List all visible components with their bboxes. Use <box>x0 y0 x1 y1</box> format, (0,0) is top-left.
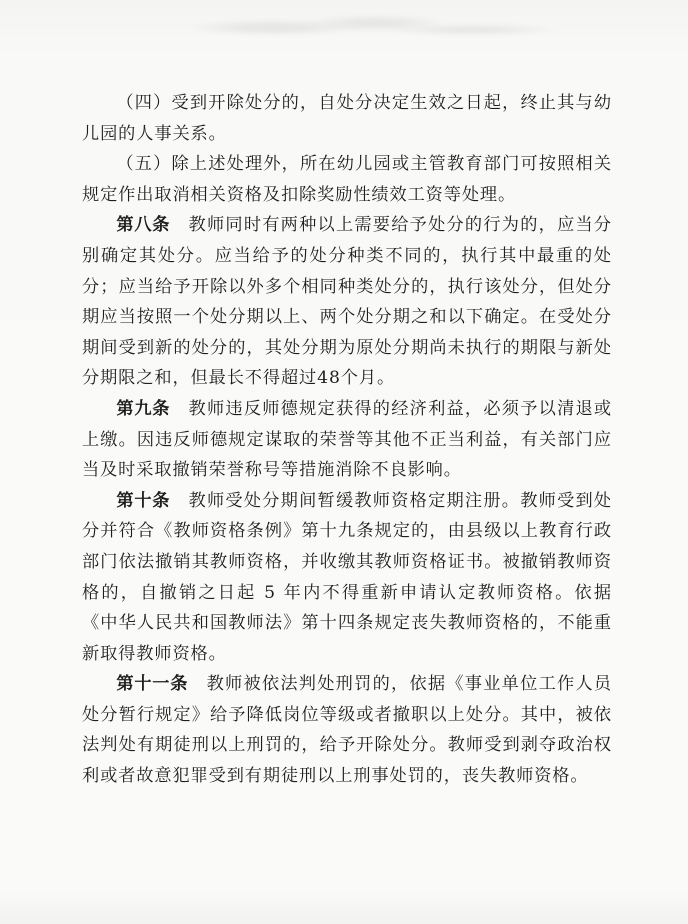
article-number: 第十条 <box>116 490 171 511</box>
article-number: 第九条 <box>116 398 171 419</box>
article-10 <box>82 486 612 670</box>
article-text: 教师受处分期间暂缓教师资格定期注册。教师受到处分并符合《教师资格条例》第十九条规定的，由县级以上教育行政部门依法撤销其教师资格，并收缴其教师资格证书。被撤销教师资格的，自撤销之日起 5 年内不得重新申请认定教师资格。依据《中华人民共和国教师法》第十四条规定丧失教师资格的，不能重新取得教师资格。 <box>82 490 613 664</box>
article-9 <box>82 394 612 486</box>
paragraph-text: （五）除上述处理外，所在幼儿园或主管教育部门可按照相关规定作出取消相关资格及扣除奖励性绩效工资等处理。 <box>82 154 612 205</box>
article-number: 第八条 <box>116 215 171 236</box>
paragraph-item-4 <box>82 88 612 149</box>
article-8 <box>82 210 612 394</box>
article-text: 教师同时有两种以上需要给予处分的行为的，应当分别确定其处分。应当给予的处分种类不同的，执行其中最重的处分；应当给予开除以外多个相同种类处分的，执行该处分，但处分期应当按照一个处分期以上、两个处分期之和以下确定。在受处分期间受到新的处分的，其处分期为原处分期尚未执行的期限与新处分期限之和，但最长不得超过48个月。 <box>82 215 613 389</box>
document-body <box>82 88 612 792</box>
article-text: 教师被依法判处刑罚的，依据《事业单位工作人员处分暂行规定》给予降低岗位等级或者撤职以上处分。其中，被依法判处有期徒刑以上刑罚的，给予开除处分。教师受到剥夺政治权利或者故意犯罪受到有期徒刑以上刑事处罚的，丧失教师资格。 <box>82 674 612 787</box>
article-11 <box>82 669 612 791</box>
article-number: 第十一条 <box>116 674 189 695</box>
page-bottom-shadow <box>0 888 688 924</box>
article-text: 教师违反师德规定获得的经济利益，必须予以清退或上缴。因违反师德规定谋取的荣誉等其他不正当利益，有关部门应当及时采取撤销荣誉称号等措施消除不良影响。 <box>82 398 613 481</box>
print-bleed-through <box>120 10 560 54</box>
paragraph-item-5 <box>82 149 612 210</box>
paragraph-text: （四）受到开除处分的，自处分决定生效之日起，终止其与幼儿园的人事关系。 <box>82 93 612 144</box>
